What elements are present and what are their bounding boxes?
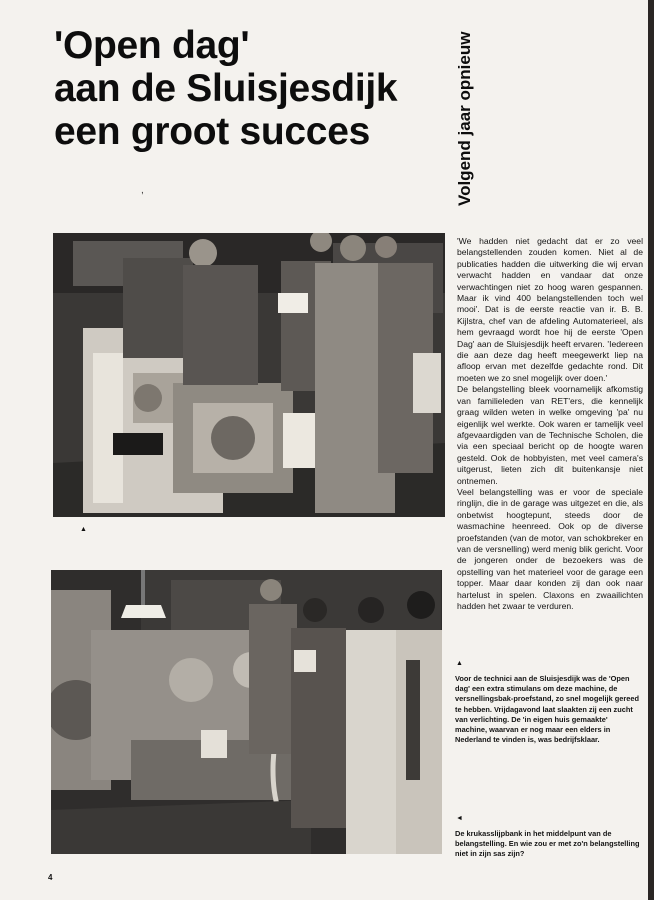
- headline: [54, 24, 444, 153]
- caption-photo-1: Voor de technici aan de Sluisjesdijk was de 'Open dag' een extra stimulans om deze machine, de versnellingsbak-proefstand, zo snel mogelijk gereed te hebben. Vrijdagavond laat slaakten zij een zucht van verlichting. De 'in eigen huis gemaakte' machine, waarvan er nog maar een elders in Nederland te vinden is, was bedrijfsklaar.: [455, 674, 639, 745]
- caption1-marker: ▲: [456, 660, 463, 667]
- caption2-marker: ◄: [456, 815, 463, 822]
- page-number: 4: [48, 873, 53, 882]
- headline-line-1: 'Open dag': [54, 24, 250, 67]
- headline-line-2: aan de Sluisjesdijk: [54, 67, 398, 110]
- side-title: Volgend jaar opnieuw: [455, 31, 474, 206]
- headline-line-3: een groot succes: [54, 110, 370, 153]
- article-paragraph-2: De belangstelling bleek voornamelijk afkomstig van familieleden van RET'ers, die kennelijk graag wilden weten in welke omgeving 'pa' nu eigenlijk wel werkte. Ook waren er tamelijk veel afgevaardigden van de Technische Scholen, die via een speciaal bericht op de hoogte waren gesteld. Ook de hobbyisten, met veel camera's uitgerust, lieten zich dit buitenkansje niet ontnemen.: [457, 384, 643, 486]
- article-body: [457, 236, 643, 612]
- photo1-marker: ▲: [80, 526, 87, 533]
- photo-crankshaft-grinder: [51, 570, 442, 854]
- caption-photo-2: De krukasslijpbank in het middelpunt van de belangstelling. En wie zou er met zo'n belangstelling niet in zijn sas zijn?: [455, 829, 640, 859]
- article-paragraph-3: Veel belangstelling was er voor de speciale ringlijn, die in de garage was uitgezet en die, als onbetwist hoogtepunt, steeds door de wasmachine heenreed. Ook op de diverse proefstanden (van de motor, van schokbreker en van de versnelling) werd menig blik gericht. Voor de jongeren onder de bezoekers was de opstelling van het materieel voor de garage een topper. Maar daar konden zij dan ook naar hartelust in spelen. Claxons en zwaailichten hadden het zwaar te verduren.: [457, 486, 643, 611]
- stray-mark: ,: [141, 185, 144, 196]
- article-paragraph-1: 'We hadden niet gedacht dat er zo veel belangstellenden zouden komen. Niet al de publicaties hadden die uitwerking die wij ervan verwacht hadden en vandaar dat onze verwachtingen niet zo hoog waren gespannen. Maar ik vind 400 belangstellenden toch wel mooi'. Dat is de eerste reactie van ir. B. B. Kijlstra, chef van de afdeling Automaterieel, als hem gevraagd wordt hoe hij de eerste 'Open Dag' aan de Sluisjesdijk heeft ervaren. 'Iedereen die aan deze dag heeft meegewerkt liep na afloop ervan met dezelfde gedachte rond. Dit moeten we zo snel mogelijk over doen.': [457, 236, 643, 383]
- photo-gearbox-test-stand: [53, 233, 445, 517]
- page-edge: [648, 0, 654, 900]
